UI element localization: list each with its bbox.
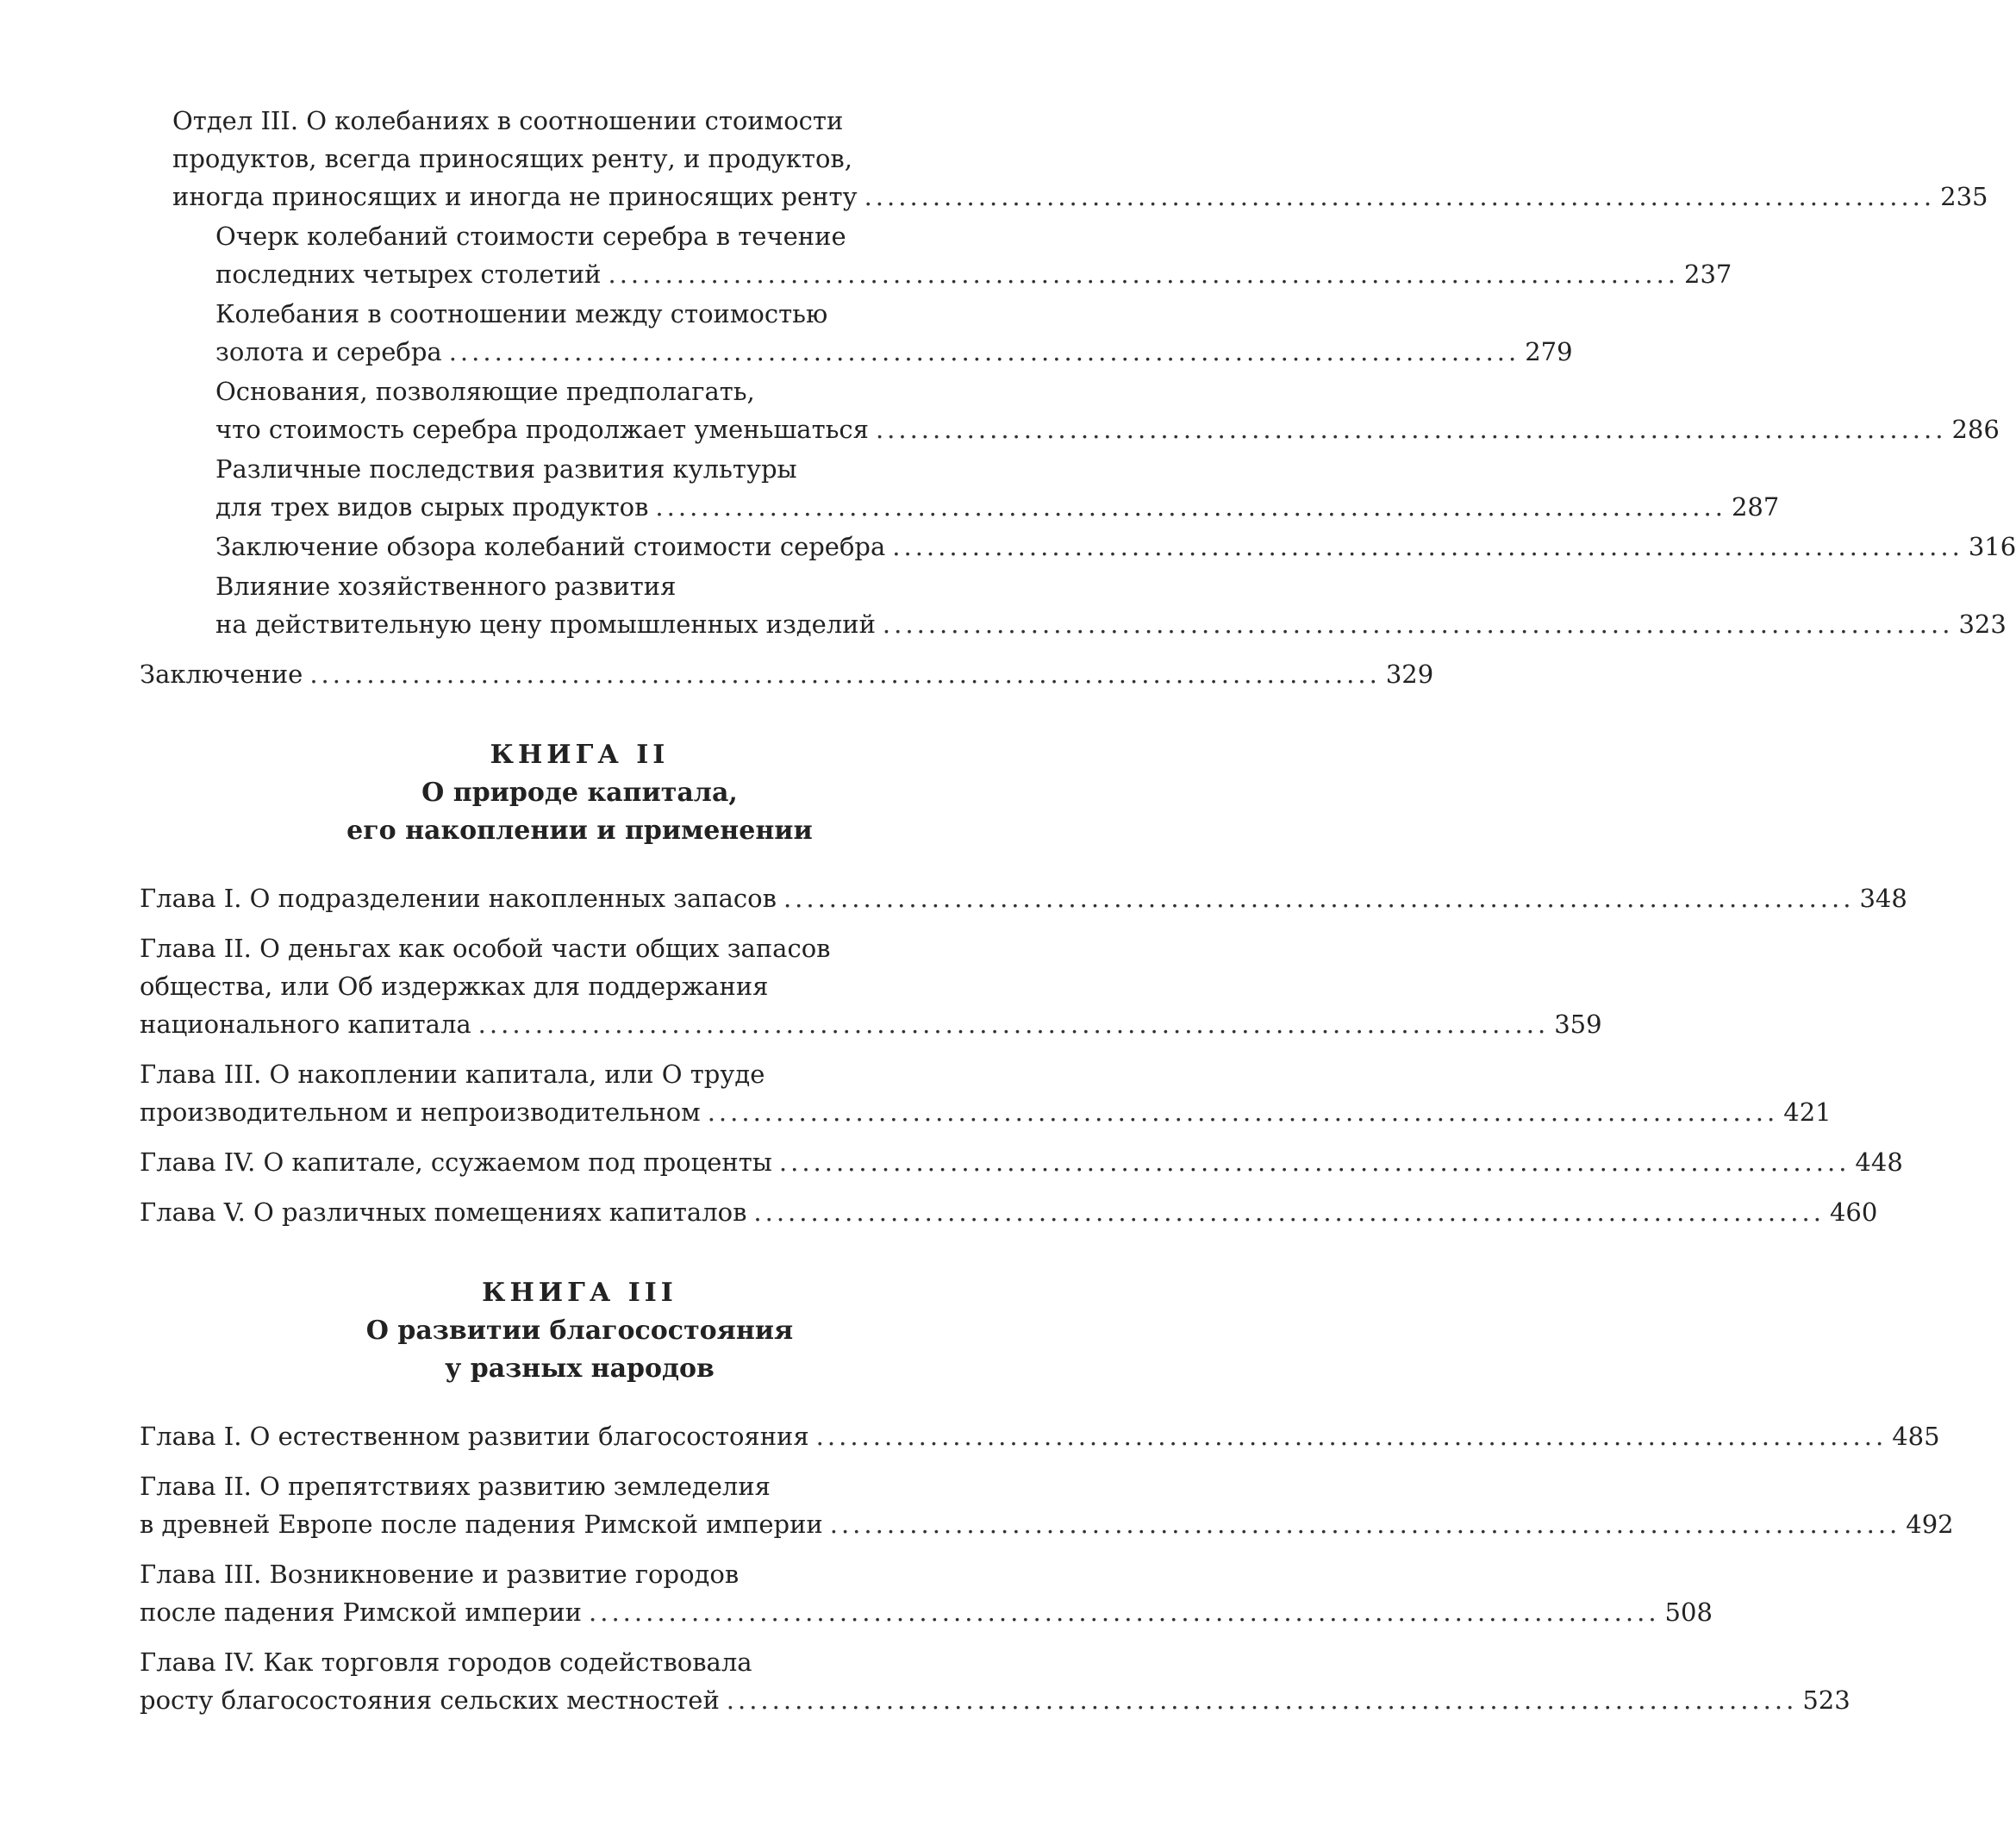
toc-entry-title: Глава I. О естественном развитии благосостояния bbox=[140, 1422, 809, 1451]
toc-page-number: 492 bbox=[1906, 1510, 1954, 1539]
toc-entry[interactable] bbox=[140, 567, 2007, 643]
toc-page-number: 316 bbox=[1968, 532, 2016, 561]
book-number: КНИГА II bbox=[490, 740, 670, 770]
toc-entry-line: Колебания в соотношении между стоимостью bbox=[215, 299, 828, 328]
toc-page-number: 323 bbox=[1958, 610, 2007, 639]
book-heading bbox=[140, 1274, 1020, 1388]
toc-entry-title: что стоимость серебра продолжает уменьшаться bbox=[215, 415, 869, 444]
leader-dots: .............................................................................................. bbox=[778, 1147, 1851, 1177]
toc-entry-title: после падения Римской империи bbox=[140, 1598, 583, 1627]
toc-page-number: 460 bbox=[1829, 1197, 1878, 1227]
toc-entry-title: национального капитала bbox=[140, 1010, 471, 1039]
toc-entry-line: Очерк колебаний стоимости серебра в течение bbox=[215, 222, 846, 251]
toc-entry[interactable] bbox=[140, 102, 1988, 216]
leader-dots: .............................................................................................. bbox=[707, 1097, 1779, 1127]
toc-entry[interactable] bbox=[140, 879, 1907, 917]
toc-page-number: 286 bbox=[1951, 415, 2000, 444]
toc-page-number: 237 bbox=[1684, 259, 1732, 289]
book-number: КНИГА III bbox=[482, 1278, 677, 1308]
toc-entry-line: Различные последствия развития культуры bbox=[215, 454, 797, 484]
toc-page-number: 348 bbox=[1859, 884, 1907, 913]
toc-entry-title: Глава I. О подразделении накопленных запасов bbox=[140, 884, 777, 913]
toc-entry[interactable] bbox=[140, 372, 2000, 448]
leader-dots: .............................................................................................. bbox=[477, 1010, 1550, 1039]
toc-page-number: 508 bbox=[1664, 1598, 1713, 1627]
toc-entry[interactable] bbox=[140, 217, 1732, 293]
toc-entry[interactable] bbox=[140, 655, 1434, 693]
leader-dots: .............................................................................................. bbox=[783, 884, 1855, 913]
toc-section-book2 bbox=[140, 879, 1907, 1231]
toc-entry[interactable] bbox=[140, 1193, 1878, 1231]
toc-entry[interactable] bbox=[140, 295, 1573, 371]
leader-dots: .............................................................................................. bbox=[815, 1422, 1888, 1451]
toc-entry-title: росту благосостояния сельских местностей bbox=[140, 1685, 720, 1715]
toc-page-number: 359 bbox=[1554, 1010, 1602, 1039]
toc-entry-line: Глава III. О накоплении капитала, или О труде bbox=[140, 1060, 765, 1089]
toc-entry-line: Глава II. О препятствиях развитию земледелия bbox=[140, 1472, 771, 1501]
toc-entry-line: Влияние хозяйственного развития bbox=[215, 572, 677, 601]
toc-entry-title: последних четырех столетий bbox=[215, 259, 602, 289]
leader-dots: .............................................................................................. bbox=[589, 1598, 1660, 1627]
toc-entry-line: продуктов, всегда приносящих ренту, и продуктов, bbox=[172, 144, 852, 173]
toc-entry-title: Глава IV. О капитале, ссужаемом под проценты bbox=[140, 1147, 772, 1177]
toc-entry-line: Основания, позволяющие предполагать, bbox=[215, 377, 755, 406]
leader-dots: .............................................................................................. bbox=[608, 259, 1680, 289]
toc-entry-title: Глава V. О различных помещениях капиталов bbox=[140, 1197, 747, 1227]
toc-entry-line: Глава III. Возникновение и развитие городов bbox=[140, 1560, 740, 1589]
book-title-line: О развитии благосостояния bbox=[365, 1316, 794, 1346]
leader-dots: .............................................................................................. bbox=[448, 337, 1520, 366]
toc-entry[interactable] bbox=[140, 1417, 1940, 1455]
book-title-line: у разных народов bbox=[445, 1354, 715, 1384]
toc-entry[interactable] bbox=[140, 929, 1602, 1043]
toc-page-number: 279 bbox=[1525, 337, 1573, 366]
leader-dots: .............................................................................................. bbox=[875, 415, 1947, 444]
leader-dots: .............................................................................................. bbox=[882, 610, 1954, 639]
leader-dots: .............................................................................................. bbox=[726, 1685, 1798, 1715]
toc-entry[interactable] bbox=[140, 1143, 1903, 1181]
toc-entry[interactable] bbox=[140, 1555, 1713, 1631]
toc-page-number: 235 bbox=[1940, 182, 1988, 211]
toc-entry-line: Глава IV. Как торговля городов содействовала bbox=[140, 1648, 752, 1677]
toc-section-book3 bbox=[140, 1417, 1954, 1719]
book-title-line: О природе капитала, bbox=[421, 778, 738, 808]
toc-entry-line: общества, или Об издержках для поддержания bbox=[140, 972, 769, 1001]
toc-entry[interactable] bbox=[140, 450, 1780, 526]
leader-dots: .............................................................................................. bbox=[309, 660, 1381, 689]
toc-section-top bbox=[140, 102, 2016, 693]
toc-entry[interactable] bbox=[140, 1467, 1954, 1543]
toc-entry[interactable] bbox=[140, 1055, 1832, 1131]
leader-dots: .............................................................................................. bbox=[753, 1197, 1825, 1227]
book-title-line: его накоплении и применении bbox=[346, 816, 813, 846]
book-heading bbox=[140, 736, 1020, 850]
toc-entry-title: для трех видов сырых продуктов bbox=[215, 492, 649, 522]
toc-entry-title: Заключение обзора колебаний стоимости серебра bbox=[215, 532, 886, 561]
toc-page-number: 448 bbox=[1855, 1147, 1903, 1177]
toc-entry-line: Отдел III. О колебаниях в соотношении стоимости bbox=[172, 106, 844, 135]
toc-entry-title: на действительную цену промышленных изделий bbox=[215, 610, 876, 639]
toc-entry-title: производительном и непроизводительном bbox=[140, 1097, 701, 1127]
toc-page-number: 421 bbox=[1783, 1097, 1832, 1127]
toc-entry-title: золота и серебра bbox=[215, 337, 442, 366]
leader-dots: .............................................................................................. bbox=[655, 492, 1726, 522]
leader-dots: .............................................................................................. bbox=[892, 532, 1963, 561]
toc-page-number: 287 bbox=[1731, 492, 1780, 522]
toc-page-number: 485 bbox=[1892, 1422, 1940, 1451]
toc-entry[interactable] bbox=[140, 528, 2016, 566]
toc-entry-title: иногда приносящих и иногда не приносящих ренту bbox=[172, 182, 858, 211]
toc-page-number: 329 bbox=[1385, 660, 1434, 689]
toc-page-number: 523 bbox=[1802, 1685, 1851, 1715]
toc-entry-title: в древней Европе после падения Римской империи bbox=[140, 1510, 823, 1539]
toc-entry-title: Заключение bbox=[140, 660, 303, 689]
toc-entry[interactable] bbox=[140, 1643, 1851, 1719]
leader-dots: .............................................................................................. bbox=[829, 1510, 1901, 1539]
toc-entry-line: Глава II. О деньгах как особой части общих запасов bbox=[140, 934, 831, 963]
leader-dots: .............................................................................................. bbox=[864, 182, 1936, 211]
